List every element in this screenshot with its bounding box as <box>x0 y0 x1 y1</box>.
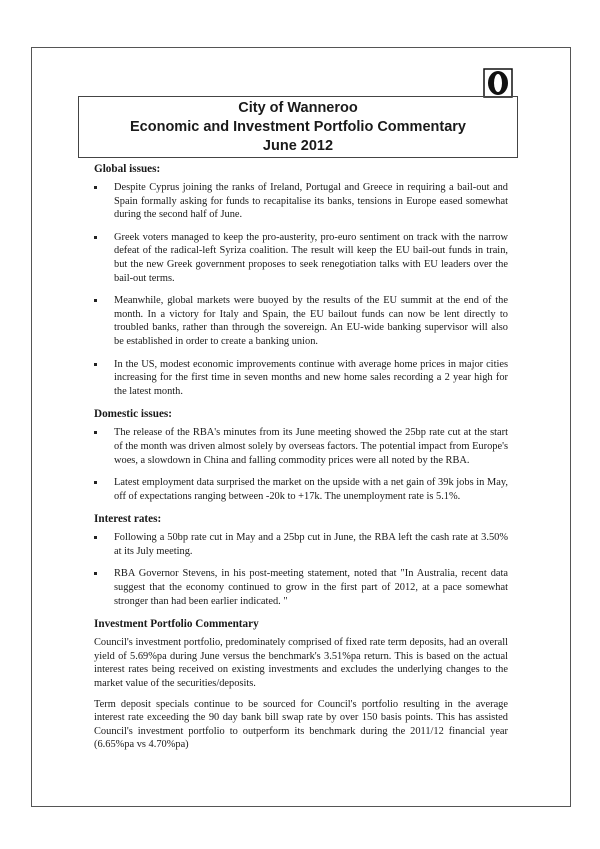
bullet-icon <box>94 186 97 189</box>
bullet-icon <box>94 572 97 575</box>
list-item: Meanwhile, global markets were buoyed by the results of the EU summit at the end of the month. In a victory for Italy and Spain, the EU bailout funds can now be lent directly to troubled banks, rather than through the sovereign. An EU-wide banking supervisor will also be established in order to create a banking union. <box>94 294 508 348</box>
org-name: City of Wanneroo <box>238 100 358 116</box>
paragraph: Term deposit specials continue to be sourced for Council's portfolio resulting in the average interest rate exceeding the 90 day bank bill swap rate by over 150 basis points. This has assisted Council's investment portfolio to outperform its benchmark during the 2011/12 financial year (6.65%pa vs 4.70%pa) <box>94 698 508 751</box>
bullet-icon <box>94 363 97 366</box>
section-portfolio <box>94 617 508 752</box>
list-item: In the US, modest economic improvements continue with average home prices in major cities increasing for the first time in seven months and new home sales recording a 2 year high for the latest month. <box>94 358 508 399</box>
bullet-icon <box>94 299 97 302</box>
paragraph: Council's investment portfolio, predominately comprised of fixed rate term deposits, had an overall yield of 5.69%pa during June versus the benchmark's 3.51%pa return. This is based on the actual interest rates being received on existing investments and excludes the underlying changes to the market value of the securities/deposits. <box>94 637 508 690</box>
section-heading: Investment Portfolio Commentary <box>94 618 259 631</box>
list-item: Greek voters managed to keep the pro-austerity, pro-euro sentiment on track with the narrow defeat of the radical-left Syriza coalition. The result will keep the EU bail-out funds in train, but the new Greek government proposes to seek renegotiation talks with EU leaders over the bail-out terms. <box>94 231 508 285</box>
section-interest-rates <box>94 512 508 608</box>
bullet-list <box>94 531 508 608</box>
list-item: Despite Cyprus joining the ranks of Ireland, Portugal and Greece in requiring a bail-out and Spain formally asking for funds to recapitalise its banks, tensions in Europe eased somewhat during the second half of June. <box>94 181 508 222</box>
section-heading: Global issues: <box>94 163 161 175</box>
content <box>94 162 508 759</box>
bullet-icon <box>94 431 97 434</box>
section-global <box>94 162 508 398</box>
list-item: Following a 50bp rate cut in May and a 25bp cut in June, the RBA left the cash rate at 3.50% at its July meeting. <box>94 531 508 558</box>
bullet-icon <box>94 481 97 484</box>
bullet-icon <box>94 536 97 539</box>
section-domestic <box>94 407 508 503</box>
title-box <box>78 96 518 158</box>
section-heading: Domestic issues: <box>94 408 172 421</box>
list-item: Latest employment data surprised the market on the upside with a net gain of 39k jobs in May, off of expectations ranging between -20k to +17k. The unemployment rate is 5.1%. <box>94 476 508 503</box>
list-item: The release of the RBA's minutes from its June meeting showed the 25bp rate cut at the start of the month was driven almost solely by overseas factors. The potential impact from Europe's woes, a slowdown in China and falling commodity prices were all noted by the RBA. <box>94 426 508 467</box>
bullet-list <box>94 181 508 398</box>
section-heading: Interest rates: <box>94 513 162 526</box>
city-of-wanneroo-logo-icon <box>483 68 513 98</box>
list-item: RBA Governor Stevens, in his post-meeting statement, noted that "In Australia, recent data suggest that the economy continued to grow in the first part of 2012, at a pace somewhat stronger than had been earlier indicated. " <box>94 567 508 608</box>
document-date: June 2012 <box>262 138 334 154</box>
bullet-list <box>94 426 508 503</box>
bullet-icon <box>94 236 97 239</box>
document-title: Economic and Investment Portfolio Commentary <box>130 119 466 135</box>
